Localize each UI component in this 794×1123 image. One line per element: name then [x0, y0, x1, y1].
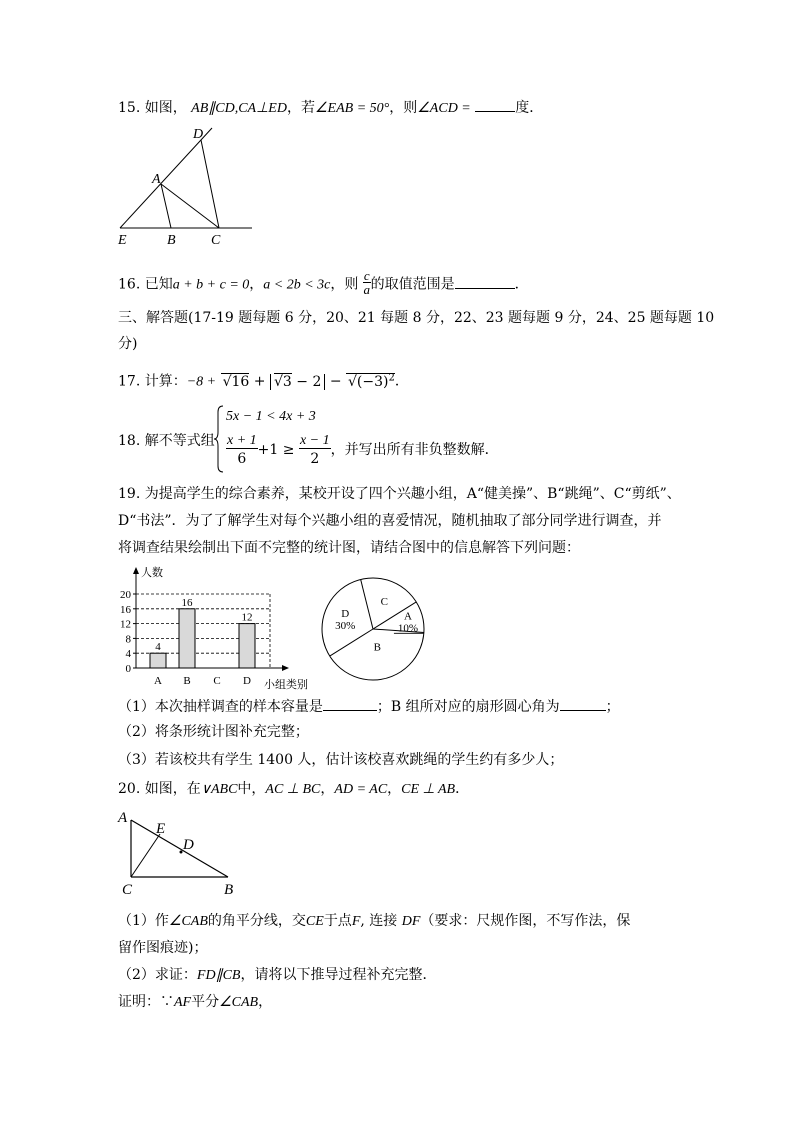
- q19-sub-1: （1）本次抽样调查的样本容量是 ；B 组所对应的扇形圆心角为 ；: [118, 699, 620, 715]
- q16-text-3: 的取值范围是: [370, 276, 455, 293]
- y-tick-label: 12: [120, 618, 131, 631]
- x-axis-arrow-icon: [282, 665, 289, 671]
- q15-ask: ∠ACD =: [417, 101, 471, 116]
- point-label-A: A: [152, 172, 161, 187]
- x-tick-label: C: [213, 675, 221, 687]
- q18-label: 解不等式组: [144, 433, 215, 449]
- y-axis-label: 人数: [141, 567, 163, 579]
- bar: [239, 624, 255, 668]
- q20-text: 20. 如图，在∨ABC中，AC ⊥ BC，AD = AC，CE ⊥ AB．: [118, 781, 470, 797]
- q16-end: ．: [514, 276, 529, 293]
- q15-intro: 如图，: [144, 100, 187, 116]
- bar-chart-axes: [120, 567, 289, 687]
- fraction: $\frac{x - 1}{2}$: [299, 433, 330, 467]
- triangle-symbol: ∨ABC: [200, 782, 238, 797]
- q15-sep: ，则: [389, 100, 418, 116]
- brace-icon: [214, 404, 224, 474]
- q19-line-2: D“书法”．为了了解学生对每个兴趣小组的喜爱情况，随机抽取了部分同学进行调查，并: [118, 513, 662, 529]
- q17-minus: −: [329, 373, 342, 390]
- bar-chart-bars: [150, 597, 255, 668]
- q18-number-label: [118, 434, 215, 448]
- question-number: 16.: [118, 276, 141, 293]
- fraction-numerator: c: [363, 268, 370, 283]
- data-label: 16: [181, 596, 193, 609]
- point-label-B: B: [167, 233, 176, 246]
- answer-blank[interactable]: [455, 276, 515, 289]
- fraction: $\frac{x + 1}{6}$: [227, 433, 257, 467]
- q17-text: [118, 373, 409, 390]
- q16-text-2: ，则: [330, 276, 359, 293]
- y-tick-label: 4: [125, 648, 131, 661]
- q16-equation-1: a + b + c = 0: [172, 277, 250, 293]
- question-number: 15.: [118, 100, 141, 116]
- section-heading-cont: 分): [118, 336, 138, 352]
- fraction-denominator: a: [363, 282, 370, 297]
- q15-condition-1: AB∥CD,CA⊥ED: [191, 101, 287, 116]
- q15-unit: 度．: [515, 100, 544, 116]
- slice-label: B: [373, 641, 382, 654]
- x-tick-label: A: [154, 675, 162, 687]
- x-axis-label: 小组类别: [264, 679, 308, 690]
- pie-chart-slices: [322, 578, 424, 680]
- data-label: 4: [155, 641, 161, 654]
- abs-value: √3 − 2: [270, 374, 325, 390]
- q20-proof: 证明：∵AF平分∠CAB，: [118, 994, 273, 1010]
- q16-equation-2: a < 2b < 3c: [263, 277, 331, 293]
- sqrt-16: √16: [222, 373, 250, 390]
- point-label-D: D: [183, 837, 194, 853]
- question-number: 20.: [118, 781, 141, 797]
- section-heading: 三、解答题(17-19 题每题 6 分，20、21 每题 8 分，22、23 题每题 9 分，24、25 题每题 10: [118, 310, 715, 326]
- q15-sep: ，若: [286, 100, 315, 116]
- y-tick-label: 16: [120, 603, 131, 616]
- q15-figure: [112, 122, 257, 246]
- q17-plus: +: [253, 373, 266, 390]
- bar-chart: [112, 562, 322, 690]
- answer-blank[interactable]: [323, 698, 377, 711]
- slice-label: A: [403, 610, 412, 623]
- bar: [150, 653, 166, 668]
- q16-sep: ，: [249, 276, 264, 293]
- q15-condition-2: ∠EAB = 50°: [314, 101, 390, 116]
- q16-fraction: [363, 269, 371, 296]
- answer-blank[interactable]: [560, 698, 606, 711]
- point-label-B: B: [224, 882, 234, 898]
- q18-inequality-2: $\frac{x + 1}{6}$ +1 ≥ $\frac{x - 1}{2}$ ，并写出所有非负整数解．: [227, 433, 499, 467]
- q19-line-3: 将调查结果绘制出下面不完整的统计图，请结合图中的信息解答下列问题：: [118, 540, 580, 556]
- data-label: 12: [241, 611, 253, 624]
- q20-figure: [116, 806, 246, 898]
- pie-chart: [318, 574, 428, 684]
- question-number: 18.: [118, 433, 141, 449]
- q19-sub-3: （3）若该校共有学生 1400 人，估计该校喜欢跳绳的学生约有多少人；: [118, 752, 564, 768]
- q20-sub-1-cont: 留作图痕迹)；: [118, 940, 208, 956]
- slice-percent-label: 10%: [397, 622, 419, 635]
- q16-text-1: 已知: [144, 276, 173, 293]
- point-label-E: E: [118, 233, 127, 246]
- q17-end: ．: [394, 373, 409, 390]
- slice-percent-label: 30%: [335, 619, 356, 632]
- sqrt-neg3-squared: $√(-3)^2$: [348, 372, 395, 390]
- x-tick-label: D: [243, 675, 251, 687]
- point-label-E: E: [156, 821, 166, 837]
- bar: [179, 609, 195, 668]
- slice-label: C: [380, 596, 388, 609]
- y-tick-label: 0: [125, 663, 131, 675]
- q15-text: [118, 99, 543, 116]
- slice-label: D: [341, 607, 350, 620]
- y-tick-label: 20: [120, 589, 131, 601]
- q19-sub-2: （2）将条形统计图补充完整；: [118, 724, 309, 740]
- x-tick-label: B: [183, 675, 191, 687]
- q16-text: [118, 268, 529, 298]
- point-label-D: D: [193, 127, 204, 142]
- q19-line-1: 19. 为提高学生的综合素养，某校开设了四个兴趣小组，A“健美操”、B“跳绳”、C“剪纸”、: [118, 486, 681, 502]
- y-axis-arrow-icon: [133, 567, 139, 574]
- q20-sub-2: （2）求证：FD∥CB，请将以下推导过程补充完整．: [118, 967, 437, 983]
- point-label-C: C: [122, 882, 133, 898]
- q17-term: −8 +: [186, 374, 217, 390]
- q18-inequality-1: 5x − 1 < 4x + 3: [226, 409, 316, 424]
- point-label-A: A: [118, 810, 128, 826]
- q20-sub-1: （1）作∠CAB的角平分线，交CE于点F, 连接 DF（要求：尺规作图，不写作法，保: [118, 913, 631, 929]
- question-number: 17.: [118, 373, 141, 390]
- q17-label: 计算：: [144, 373, 187, 390]
- answer-blank[interactable]: [475, 99, 515, 112]
- y-tick-label: 8: [125, 633, 131, 646]
- point-label-C: C: [211, 233, 221, 246]
